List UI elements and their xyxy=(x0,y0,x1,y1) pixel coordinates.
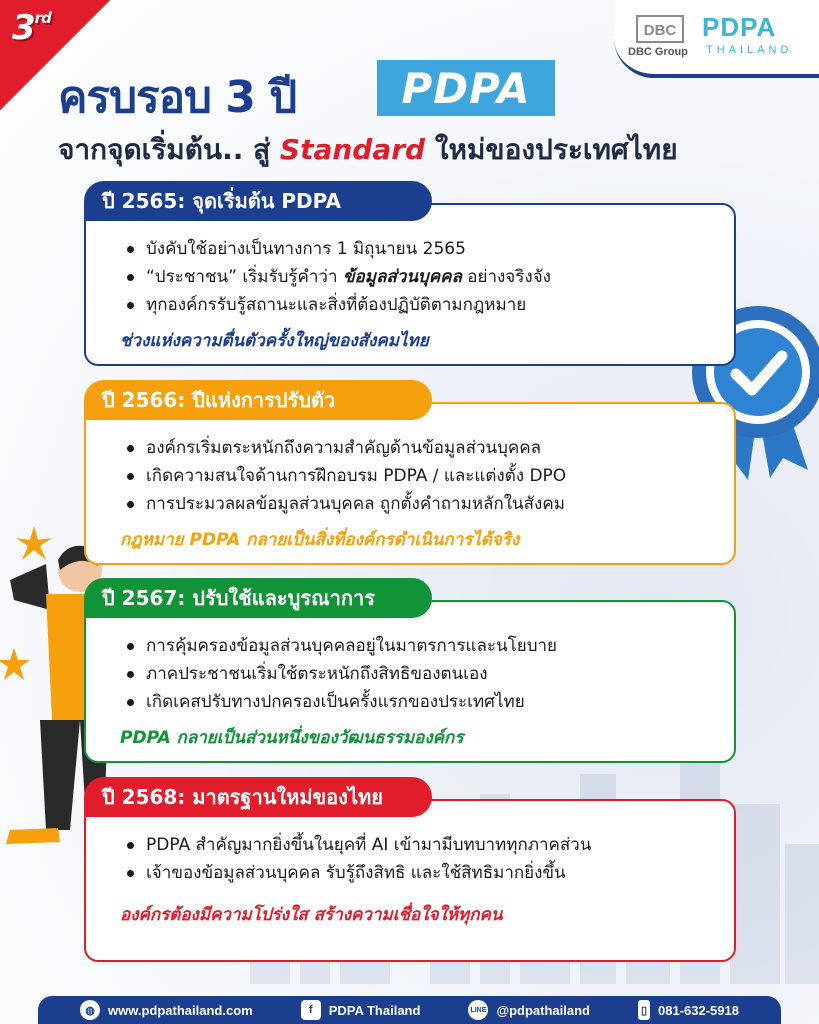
card-bullet: องค์กรเริ่มตระหนักถึงความสำคัญด้านข้อมูลส่วนบุคคล xyxy=(124,434,734,462)
card-bullet: เกิดเคสปรับทางปกครองเป็นครั้งแรกของประเทศไทย xyxy=(124,688,734,716)
card-year-tab: ปี 2567: ปรับใช้และบูรณาการ xyxy=(84,578,432,618)
card-tagline: องค์กรต้องมีความโปร่งใส สร้างความเชื่อใจให้ทุกคน xyxy=(120,905,503,925)
timeline-card xyxy=(84,203,736,366)
footer-phone-text: 081-632-5918 xyxy=(658,1002,739,1018)
bullet-post: อย่างจริงจัง xyxy=(461,267,551,287)
footer-facebook-text: PDPA Thailand xyxy=(328,1002,421,1018)
dbc-logo-icon xyxy=(636,14,684,44)
card-bullet: การคุ้มครองข้อมูลส่วนบุคคลอยู่ในมาตรการและนโยบาย xyxy=(124,632,734,660)
card-bullet: PDPA สำคัญมากยิ่งขึ้นในยุคที่ AI เข้ามามีบทบาททุกภาคส่วน xyxy=(124,831,734,859)
dbc-group-name: DBC Group xyxy=(628,46,688,58)
page-subtitle xyxy=(58,128,678,172)
card-bullet: ภาคประชาชนเริ่มใช้ตระหนักถึงสิทธิของตนเอง xyxy=(124,660,734,688)
subtitle-pre: จากจุดเริ่มต้น.. สู่ xyxy=(58,133,280,166)
corner-suffix: rd xyxy=(34,9,51,27)
card-bullet-list xyxy=(124,235,734,319)
facebook-icon: f xyxy=(301,1000,321,1020)
brand-logo xyxy=(614,0,819,78)
timeline-card xyxy=(84,402,736,565)
card-bullet-list xyxy=(124,831,734,887)
card-bullet-list xyxy=(124,632,734,716)
timeline-card xyxy=(84,799,736,962)
bullet-emphasis: ข้อมูลส่วนบุคคล xyxy=(342,267,462,287)
card-year-tab: ปี 2566: ปีแห่งการปรับตัว xyxy=(84,380,432,420)
card-bullet-list xyxy=(124,434,734,518)
svg-text:DBC: DBC xyxy=(643,22,677,39)
card-bullet: เกิดความสนใจด้านการฝึกอบรม PDPA / และแต่งตั้ง DPO xyxy=(124,462,734,490)
globe-icon: ◍ xyxy=(80,1000,100,1020)
line-icon: LINE xyxy=(468,1000,488,1020)
footer-line-text: @pdpathailand xyxy=(496,1002,591,1018)
footer-line[interactable] xyxy=(468,1000,590,1020)
footer-website[interactable] xyxy=(80,1000,253,1020)
subtitle-post: ใหม่ของประเทศไทย xyxy=(425,133,678,166)
footer-phone[interactable] xyxy=(638,1000,739,1020)
bullet-pre: “ประชาชน” เริ่มรับรู้คำว่า xyxy=(146,267,343,287)
pdpa-logo-subtext: THAILAND xyxy=(706,44,793,56)
corner-number: 3 xyxy=(12,8,35,48)
card-year-tab: ปี 2568: มาตรฐานใหม่ของไทย xyxy=(84,777,432,817)
phone-icon: ▯ xyxy=(638,1000,650,1020)
pdpa-logo-text: PDPA xyxy=(702,12,777,42)
footer-bar xyxy=(38,996,781,1024)
card-tagline: กฎหมาย PDPA กลายเป็นสิ่งที่องค์กรดำเนินการได้จริง xyxy=(120,530,520,550)
subtitle-accent: Standard xyxy=(279,133,426,166)
card-bullet: บังคับใช้อย่างเป็นทางการ 1 มิถุนายน 2565 xyxy=(124,235,734,263)
card-bullet xyxy=(124,263,734,291)
title-pill-text: PDPA xyxy=(401,63,531,113)
card-tagline: PDPA กลายเป็นส่วนหนึ่งของวัฒนธรรมองค์กร xyxy=(120,728,464,748)
card-bullet: ทุกองค์กรรับรู้สถานะและสิ่งที่ต้องปฏิบัติตามกฎหมาย xyxy=(124,291,734,319)
card-tagline: ช่วงแห่งความตื่นตัวครั้งใหญ่ของสังคมไทย xyxy=(120,331,429,351)
page-title: ครบรอบ 3 ปี xyxy=(58,72,297,123)
card-bullet: การประมวลผลข้อมูลส่วนบุคคล ถูกตั้งคำถามหลักในสังคม xyxy=(124,490,734,518)
timeline-card xyxy=(84,600,736,763)
footer-website-text: www.pdpathailand.com xyxy=(108,1002,253,1018)
footer-facebook[interactable] xyxy=(301,1000,421,1020)
card-bullet: เจ้าของข้อมูลส่วนบุคคล รับรู้ถึงสิทธิ และใช้สิทธิมากยิ่งขึ้น xyxy=(124,859,734,887)
title-pill xyxy=(377,60,555,116)
card-year-tab: ปี 2565: จุดเริ่มต้น PDPA xyxy=(84,181,432,221)
